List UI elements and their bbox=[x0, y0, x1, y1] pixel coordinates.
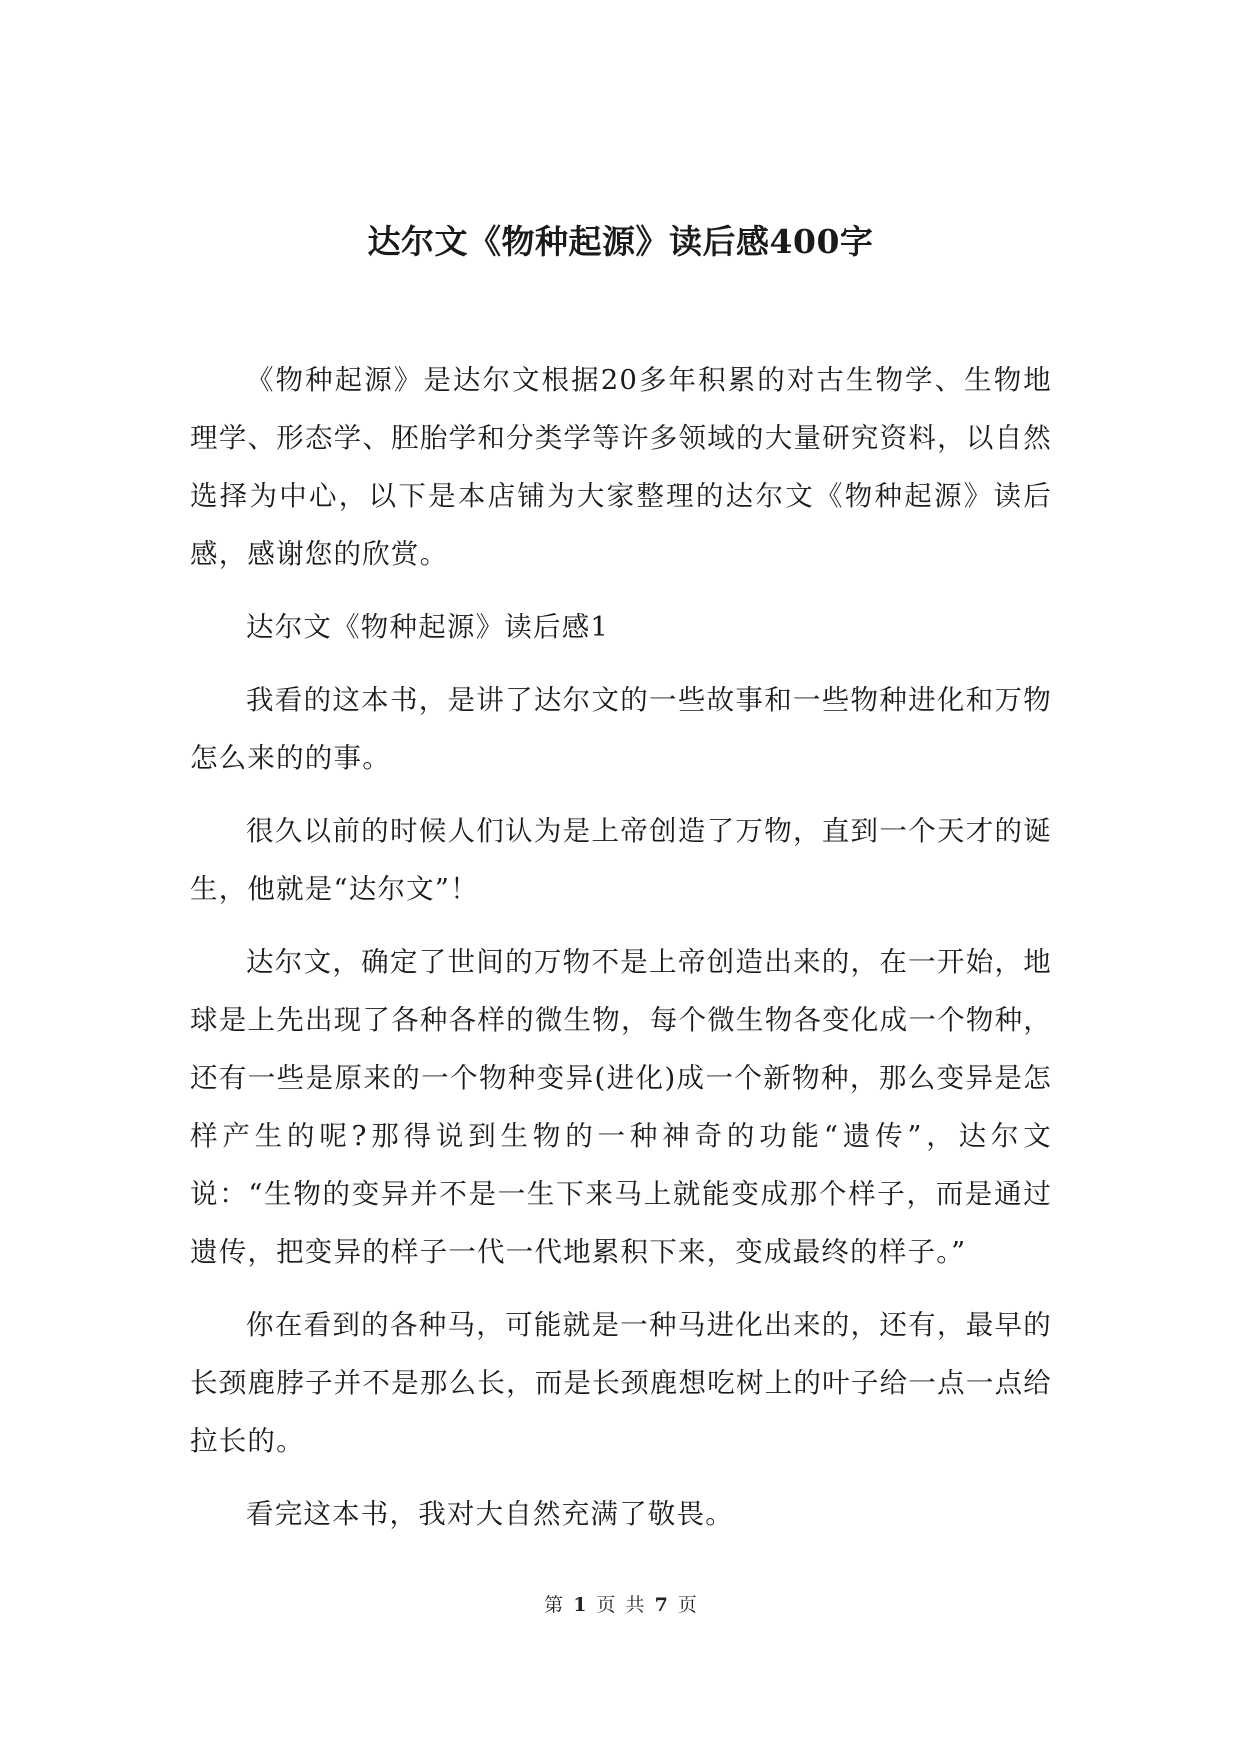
current-page-number: 1 bbox=[573, 1594, 587, 1616]
page-footer bbox=[0, 1593, 1241, 1617]
paragraph: 达尔文，确定了世间的万物不是上帝创造出来的，在一开始，地球是上先出现了各种各样的微生物，每个微生物各变化成一个物种，还有一些是原来的一个物种变异(进化)成一个新物种，那么变异是怎样产生的呢?那得说到生物的一种神奇的功能“遗传”，达尔文说：“生物的变异并不是一生下来马上就能变成那个样子，而是通过遗传，把变异的样子一代一代地累积下来，变成最终的样子。” bbox=[190, 946, 1052, 1268]
section-heading: 达尔文《物种起源》读后感1 bbox=[246, 611, 610, 643]
paragraph: 很久以前的时候人们认为是上帝创造了万物，直到一个天才的诞生，他就是“达尔文”！ bbox=[190, 815, 1052, 905]
footer-suffix: 页 bbox=[677, 1594, 697, 1616]
document-body bbox=[190, 351, 1052, 1558]
total-pages-number: 7 bbox=[654, 1594, 668, 1616]
paragraph-intro: 《物种起源》是达尔文根据20多年积累的对古生物学、生物地理学、形态学、胚胎学和分类学等许多领域的大量研究资料，以自然选择为中心，以下是本店铺为大家整理的达尔文《物种起源》读后感，感谢您的欣赏。 bbox=[190, 364, 1052, 570]
paragraph: 我看的这本书，是讲了达尔文的一些故事和一些物种进化和万物怎么来的的事。 bbox=[190, 684, 1052, 774]
document-title: 达尔文《物种起源》读后感400字 bbox=[367, 222, 874, 261]
paragraph: 你在看到的各种马，可能就是一种马进化出来的，还有，最早的长颈鹿脖子并不是那么长，而是长颈鹿想吃树上的叶子给一点一点给拉长的。 bbox=[190, 1309, 1052, 1457]
paragraph: 看完这本书，我对大自然充满了敬畏。 bbox=[246, 1498, 734, 1530]
footer-prefix: 第 bbox=[544, 1594, 564, 1616]
footer-middle: 页 共 bbox=[596, 1594, 645, 1616]
